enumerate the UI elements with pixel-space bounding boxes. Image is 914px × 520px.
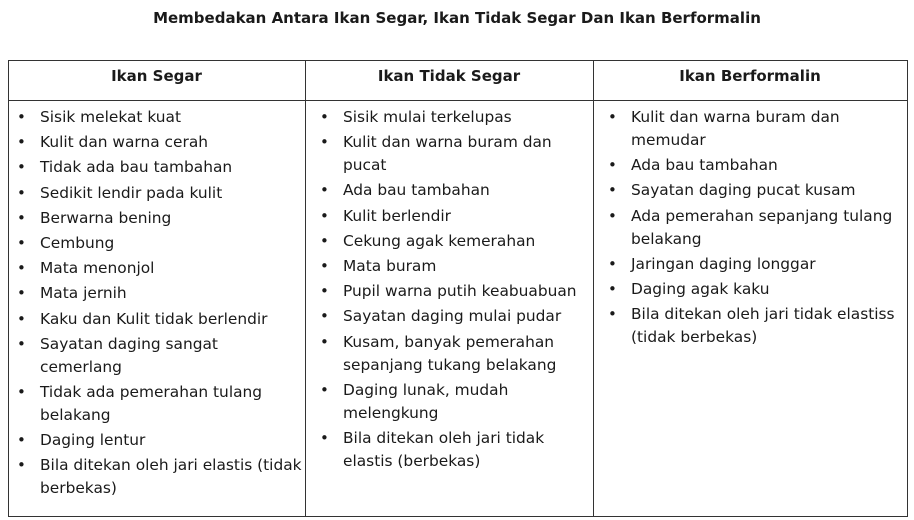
list-item: • Sisik melekat kuat	[15, 106, 303, 129]
list-item: • Kulit dan warna cerah	[15, 131, 303, 154]
list-item: • Ada bau tambahan	[318, 179, 584, 202]
column-header: Ikan Tidak Segar	[377, 67, 521, 85]
column-ikan-tidak-segar	[305, 61, 593, 516]
list-item: • Cekung agak kemerahan	[318, 230, 584, 253]
list-item: • Berwarna bening	[15, 207, 303, 230]
list-item: • Kulit berlendir	[318, 205, 584, 228]
list-item: • Bila ditekan oleh jari tidak elastiss (tidak berbekas)	[606, 303, 902, 349]
list-item: • Sayatan daging sangat cemerlang	[15, 333, 303, 379]
list-item: • Tidak ada pemerahan tulang belakang	[15, 381, 303, 427]
list-item: • Daging lentur	[15, 429, 303, 452]
list-item: • Mata jernih	[15, 282, 303, 305]
table-border-right	[907, 61, 908, 516]
list-item: • Daging agak kaku	[606, 278, 902, 301]
list-item: • Kusam, banyak pemerahan sepanjang tukang belakang	[318, 331, 584, 377]
list-item: • Kulit dan warna buram dan memudar	[606, 106, 902, 152]
list-item: • Tidak ada bau tambahan	[15, 156, 303, 179]
list-item: • Pupil warna putih keabuabuan	[318, 280, 584, 303]
list-item: • Jaringan daging longgar	[606, 253, 902, 276]
list-item: • Sayatan daging mulai pudar	[318, 305, 584, 328]
list-item: • Kulit dan warna buram dan pucat	[318, 131, 584, 177]
list-item: • Bila ditekan oleh jari tidak elastis (berbekas)	[318, 427, 584, 473]
item-list	[318, 106, 584, 475]
list-item: • Daging lunak, mudah melengkung	[318, 379, 584, 425]
list-item: • Sisik mulai terkelupas	[318, 106, 584, 129]
column-ikan-berformalin	[593, 61, 907, 516]
list-item: • Sedikit lendir pada kulit	[15, 182, 303, 205]
list-item: • Sayatan daging pucat kusam	[606, 179, 902, 202]
item-list	[15, 106, 303, 502]
list-item: • Cembung	[15, 232, 303, 255]
column-header: Ikan Berformalin	[679, 67, 821, 85]
page-title: Membedakan Antara Ikan Segar, Ikan Tidak Segar Dan Ikan Berformalin	[153, 9, 761, 27]
comparison-table	[8, 60, 908, 517]
list-item: • Ada bau tambahan	[606, 154, 902, 177]
list-item: • Ada pemerahan sepanjang tulang belakang	[606, 205, 902, 251]
column-header: Ikan Segar	[111, 67, 202, 85]
list-item: • Mata buram	[318, 255, 584, 278]
list-item: • Kaku dan Kulit tidak berlendir	[15, 308, 303, 331]
list-item: • Bila ditekan oleh jari elastis (tidak berbekas)	[15, 454, 303, 500]
column-ikan-segar	[8, 61, 305, 516]
list-item: • Mata menonjol	[15, 257, 303, 280]
item-list	[606, 106, 902, 351]
